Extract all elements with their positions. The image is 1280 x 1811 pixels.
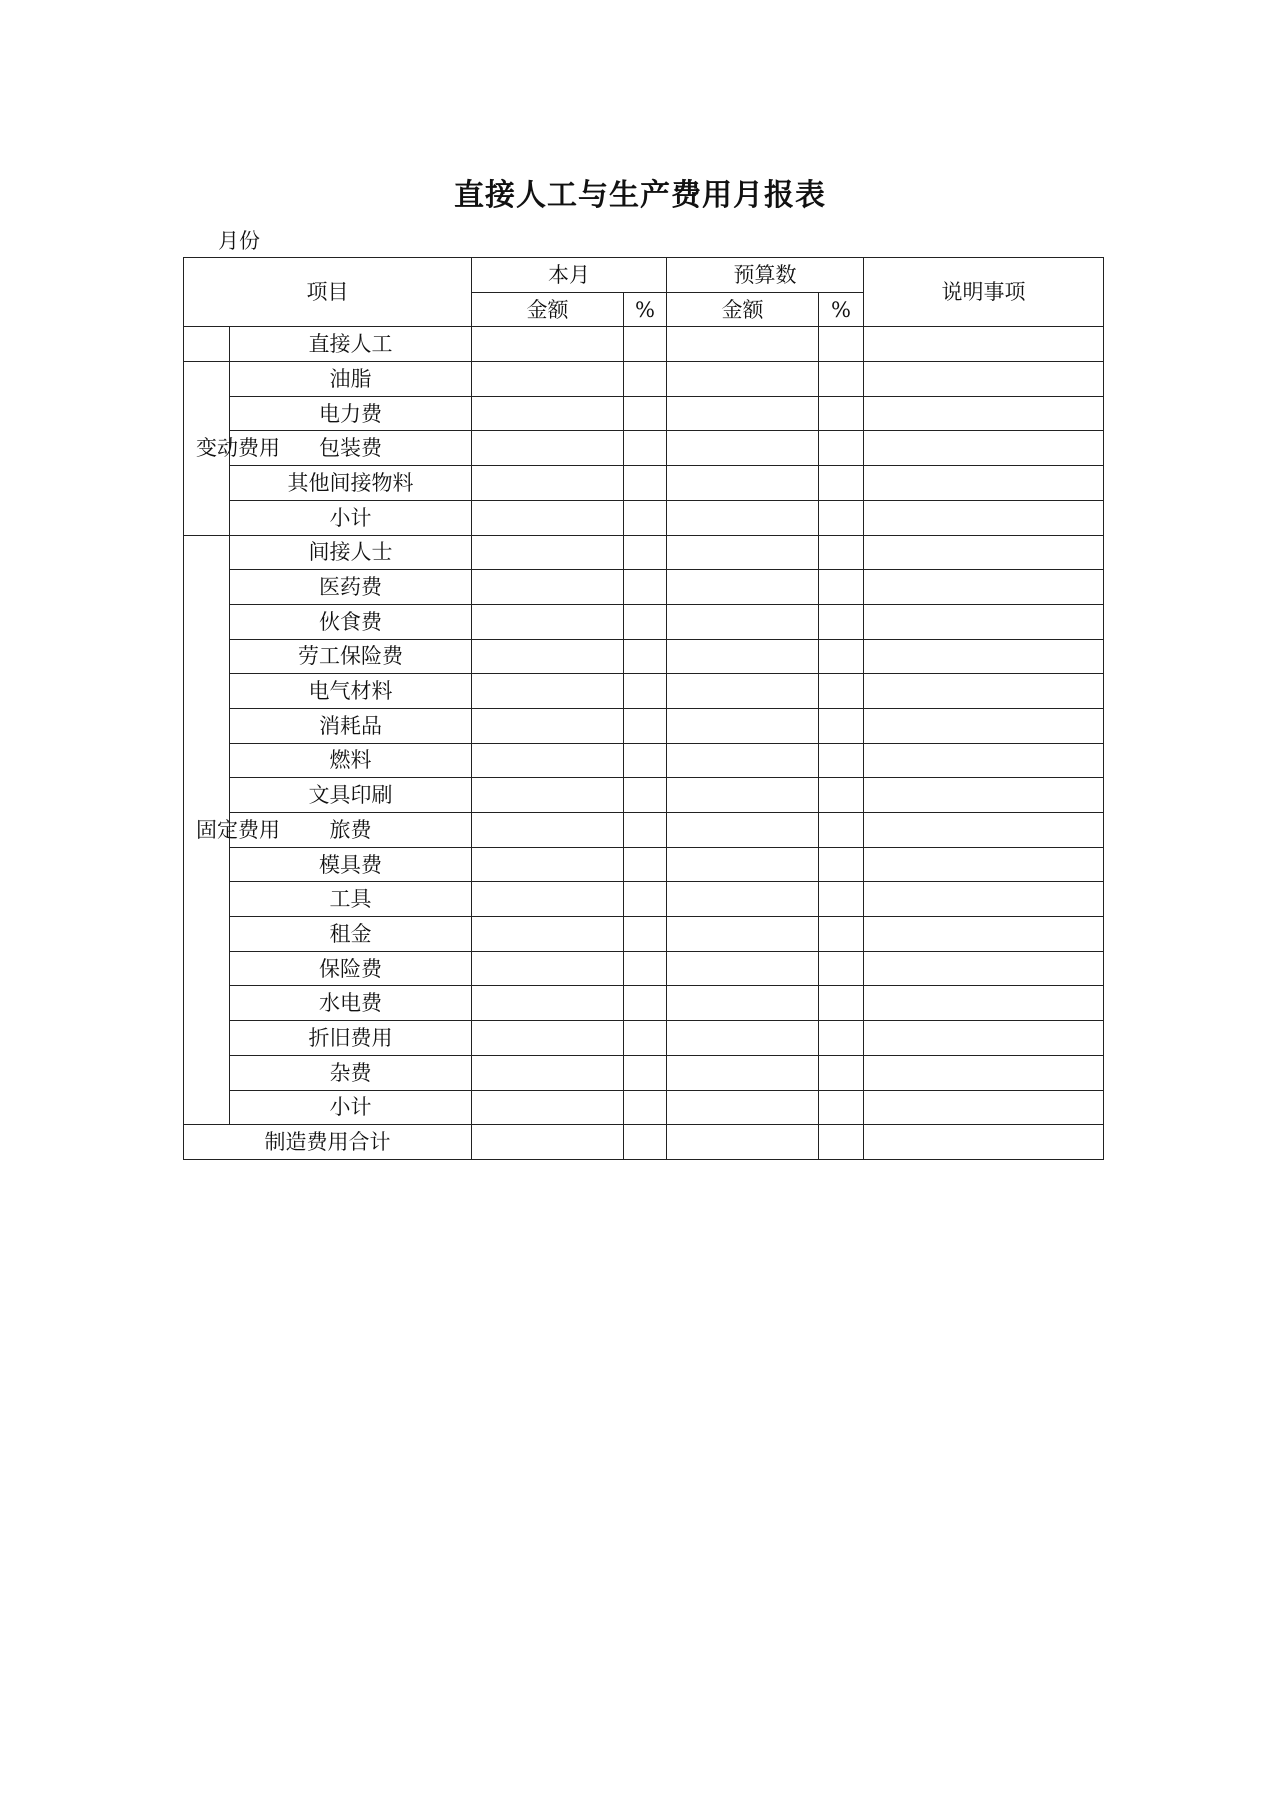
header-this-month: 本月 (472, 258, 667, 293)
notes-cell[interactable] (864, 1055, 1104, 1090)
budget-amount-cell[interactable] (667, 813, 819, 848)
budget-percent-cell[interactable] (819, 535, 864, 570)
this-month-percent-cell[interactable] (624, 1055, 667, 1090)
budget-percent-cell[interactable] (819, 847, 864, 882)
this-month-percent-cell[interactable] (624, 674, 667, 709)
row-label-direct-labor: 直接人工 (230, 327, 472, 362)
this-month-percent-cell[interactable] (624, 1021, 667, 1056)
notes-cell[interactable] (864, 327, 1104, 362)
group-cell-empty (184, 327, 230, 362)
row-label: 间接人士 (230, 535, 472, 570)
notes-cell[interactable] (864, 639, 1104, 674)
header-this-month-percent: % (624, 292, 667, 327)
budget-percent-cell[interactable] (819, 778, 864, 813)
budget-percent-cell[interactable] (819, 604, 864, 639)
budget-percent-cell[interactable] (819, 1090, 864, 1125)
this-month-percent-cell[interactable] (624, 743, 667, 778)
this-month-percent-cell[interactable] (624, 362, 667, 397)
document-title: 直接人工与生产费用月报表 (454, 178, 826, 213)
budget-amount-cell[interactable] (667, 951, 819, 986)
table-row (184, 639, 1104, 674)
budget-amount-cell[interactable] (667, 1021, 819, 1056)
fixed-expenses-group-label (184, 535, 280, 1125)
table-row (184, 604, 1104, 639)
this-month-amount-cell[interactable] (472, 778, 624, 813)
total-section (184, 1125, 1104, 1160)
budget-amount-cell[interactable] (667, 639, 819, 674)
row-label: 其他间接物料 (230, 466, 472, 501)
notes-cell[interactable] (864, 847, 1104, 882)
this-month-percent-cell[interactable] (624, 1090, 667, 1125)
table-row (184, 986, 1104, 1021)
fixed-expenses-section (184, 535, 1104, 1125)
notes-cell[interactable] (864, 778, 1104, 813)
this-month-percent-cell[interactable] (624, 431, 667, 466)
budget-percent-cell[interactable] (819, 743, 864, 778)
table-row-direct-labor (184, 327, 1104, 362)
table-row (184, 1021, 1104, 1056)
this-month-percent-cell[interactable] (624, 327, 667, 362)
budget-percent-cell[interactable] (819, 708, 864, 743)
budget-percent-cell[interactable] (819, 674, 864, 709)
row-label: 租金 (230, 917, 472, 952)
this-month-amount-cell[interactable] (472, 1055, 624, 1090)
this-month-amount-cell[interactable] (472, 847, 624, 882)
this-month-amount-cell[interactable] (472, 882, 624, 917)
notes-cell[interactable] (864, 951, 1104, 986)
row-label: 油脂 (230, 362, 472, 397)
budget-amount-cell[interactable] (667, 674, 819, 709)
this-month-amount-cell[interactable] (472, 570, 624, 605)
header-budget-percent: % (819, 292, 864, 327)
row-label: 伙食费 (230, 604, 472, 639)
notes-cell[interactable] (864, 535, 1104, 570)
variable-expenses-section (184, 362, 1104, 535)
this-month-percent-cell[interactable] (624, 500, 667, 535)
table-row (184, 951, 1104, 986)
table-row (184, 500, 1104, 535)
this-month-percent-cell[interactable] (624, 951, 667, 986)
row-label: 保险费 (230, 951, 472, 986)
row-label: 水电费 (230, 986, 472, 1021)
notes-cell[interactable] (864, 674, 1104, 709)
notes-cell[interactable] (864, 466, 1104, 501)
row-label: 文具印刷 (230, 778, 472, 813)
budget-amount-cell[interactable] (667, 1125, 819, 1160)
budget-amount-cell[interactable] (667, 570, 819, 605)
notes-cell[interactable] (864, 570, 1104, 605)
budget-percent-cell[interactable] (819, 362, 864, 397)
this-month-percent-cell[interactable] (624, 396, 667, 431)
notes-cell[interactable] (864, 882, 1104, 917)
row-label: 劳工保险费 (230, 639, 472, 674)
budget-percent-cell[interactable] (819, 639, 864, 674)
budget-amount-cell[interactable] (667, 778, 819, 813)
this-month-percent-cell[interactable] (624, 708, 667, 743)
this-month-amount-cell[interactable] (472, 917, 624, 952)
this-month-amount-cell[interactable] (472, 431, 624, 466)
table-row (184, 570, 1104, 605)
this-month-amount-cell[interactable] (472, 327, 624, 362)
budget-percent-cell[interactable] (819, 882, 864, 917)
budget-percent-cell[interactable] (819, 327, 864, 362)
this-month-amount-cell[interactable] (472, 1125, 624, 1160)
row-label: 小计 (230, 500, 472, 535)
row-label: 旅费 (230, 813, 472, 848)
notes-cell[interactable] (864, 431, 1104, 466)
budget-amount-cell[interactable] (667, 396, 819, 431)
budget-amount-cell[interactable] (667, 500, 819, 535)
budget-percent-cell[interactable] (819, 396, 864, 431)
header-row-1 (184, 258, 1104, 293)
budget-amount-cell[interactable] (667, 1090, 819, 1125)
variable-expenses-group-label (184, 362, 280, 535)
row-label: 工具 (230, 882, 472, 917)
budget-percent-cell[interactable] (819, 986, 864, 1021)
this-month-amount-cell[interactable] (472, 535, 624, 570)
budget-amount-cell[interactable] (667, 431, 819, 466)
row-label-total: 制造费用合计 (184, 1125, 472, 1160)
table-row (184, 1090, 1104, 1125)
table-row (184, 1055, 1104, 1090)
this-month-amount-cell[interactable] (472, 674, 624, 709)
this-month-percent-cell[interactable] (624, 466, 667, 501)
budget-percent-cell[interactable] (819, 570, 864, 605)
expense-report-table (183, 257, 1104, 1160)
budget-amount-cell[interactable] (667, 362, 819, 397)
budget-amount-cell[interactable] (667, 743, 819, 778)
table-row (184, 778, 1104, 813)
this-month-amount-cell[interactable] (472, 362, 624, 397)
budget-amount-cell[interactable] (667, 604, 819, 639)
this-month-percent-cell[interactable] (624, 535, 667, 570)
row-label: 包装费 (230, 431, 472, 466)
budget-amount-cell[interactable] (667, 466, 819, 501)
this-month-amount-cell[interactable] (472, 639, 624, 674)
budget-percent-cell[interactable] (819, 813, 864, 848)
this-month-amount-cell[interactable] (472, 951, 624, 986)
table-row (184, 674, 1104, 709)
table-row-total (184, 1125, 1104, 1160)
notes-cell[interactable] (864, 604, 1104, 639)
row-label: 消耗品 (230, 708, 472, 743)
notes-cell[interactable] (864, 708, 1104, 743)
header-budget-amount: 金额 (667, 292, 819, 327)
budget-percent-cell[interactable] (819, 917, 864, 952)
budget-percent-cell[interactable] (819, 951, 864, 986)
fixed-expenses-group-text: 固定费用 (196, 817, 280, 842)
budget-percent-cell[interactable] (819, 431, 864, 466)
notes-cell[interactable] (864, 500, 1104, 535)
this-month-percent-cell[interactable] (624, 604, 667, 639)
this-month-amount-cell[interactable] (472, 1090, 624, 1125)
header-notes: 说明事项 (864, 258, 1104, 327)
header-item: 项目 (184, 258, 472, 327)
notes-cell[interactable] (864, 1125, 1104, 1160)
notes-cell[interactable] (864, 917, 1104, 952)
budget-amount-cell[interactable] (667, 917, 819, 952)
header-budget: 预算数 (667, 258, 864, 293)
this-month-amount-cell[interactable] (472, 500, 624, 535)
budget-amount-cell[interactable] (667, 535, 819, 570)
budget-amount-cell[interactable] (667, 847, 819, 882)
notes-cell[interactable] (864, 362, 1104, 397)
table-row (184, 708, 1104, 743)
row-label: 模具费 (230, 847, 472, 882)
row-label: 折旧费用 (230, 1021, 472, 1056)
row-label: 小计 (230, 1090, 472, 1125)
table-row (184, 813, 1104, 848)
table-row (184, 847, 1104, 882)
budget-amount-cell[interactable] (667, 1055, 819, 1090)
this-month-percent-cell[interactable] (624, 882, 667, 917)
this-month-percent-cell[interactable] (624, 917, 667, 952)
this-month-amount-cell[interactable] (472, 743, 624, 778)
table-row (184, 431, 1104, 466)
notes-cell[interactable] (864, 986, 1104, 1021)
row-label: 电力费 (230, 396, 472, 431)
budget-percent-cell[interactable] (819, 1125, 864, 1160)
variable-expenses-group-text: 变动费用 (196, 436, 280, 461)
row-label: 燃料 (230, 743, 472, 778)
table-row (184, 362, 1104, 397)
table-row (184, 396, 1104, 431)
budget-amount-cell[interactable] (667, 708, 819, 743)
this-month-amount-cell[interactable] (472, 604, 624, 639)
budget-amount-cell[interactable] (667, 986, 819, 1021)
this-month-amount-cell[interactable] (472, 466, 624, 501)
notes-cell[interactable] (864, 743, 1104, 778)
this-month-percent-cell[interactable] (624, 986, 667, 1021)
notes-cell[interactable] (864, 396, 1104, 431)
budget-percent-cell[interactable] (819, 1055, 864, 1090)
month-label: 月份 (218, 229, 260, 253)
row-label: 杂费 (230, 1055, 472, 1090)
table-row (184, 743, 1104, 778)
table-row (184, 466, 1104, 501)
budget-amount-cell[interactable] (667, 327, 819, 362)
this-month-amount-cell[interactable] (472, 396, 624, 431)
budget-percent-cell[interactable] (819, 466, 864, 501)
table-row (184, 882, 1104, 917)
row-label: 电气材料 (230, 674, 472, 709)
this-month-amount-cell[interactable] (472, 708, 624, 743)
row-label: 医药费 (230, 570, 472, 605)
notes-cell[interactable] (864, 1090, 1104, 1125)
this-month-percent-cell[interactable] (624, 570, 667, 605)
header-this-month-amount: 金额 (472, 292, 624, 327)
this-month-percent-cell[interactable] (624, 847, 667, 882)
this-month-amount-cell[interactable] (472, 1021, 624, 1056)
budget-percent-cell[interactable] (819, 500, 864, 535)
notes-cell[interactable] (864, 813, 1104, 848)
table-row (184, 917, 1104, 952)
this-month-percent-cell[interactable] (624, 778, 667, 813)
this-month-percent-cell[interactable] (624, 1125, 667, 1160)
this-month-percent-cell[interactable] (624, 813, 667, 848)
this-month-amount-cell[interactable] (472, 813, 624, 848)
budget-amount-cell[interactable] (667, 882, 819, 917)
notes-cell[interactable] (864, 1021, 1104, 1056)
budget-percent-cell[interactable] (819, 1021, 864, 1056)
this-month-amount-cell[interactable] (472, 986, 624, 1021)
table-row (184, 535, 1104, 570)
this-month-percent-cell[interactable] (624, 639, 667, 674)
